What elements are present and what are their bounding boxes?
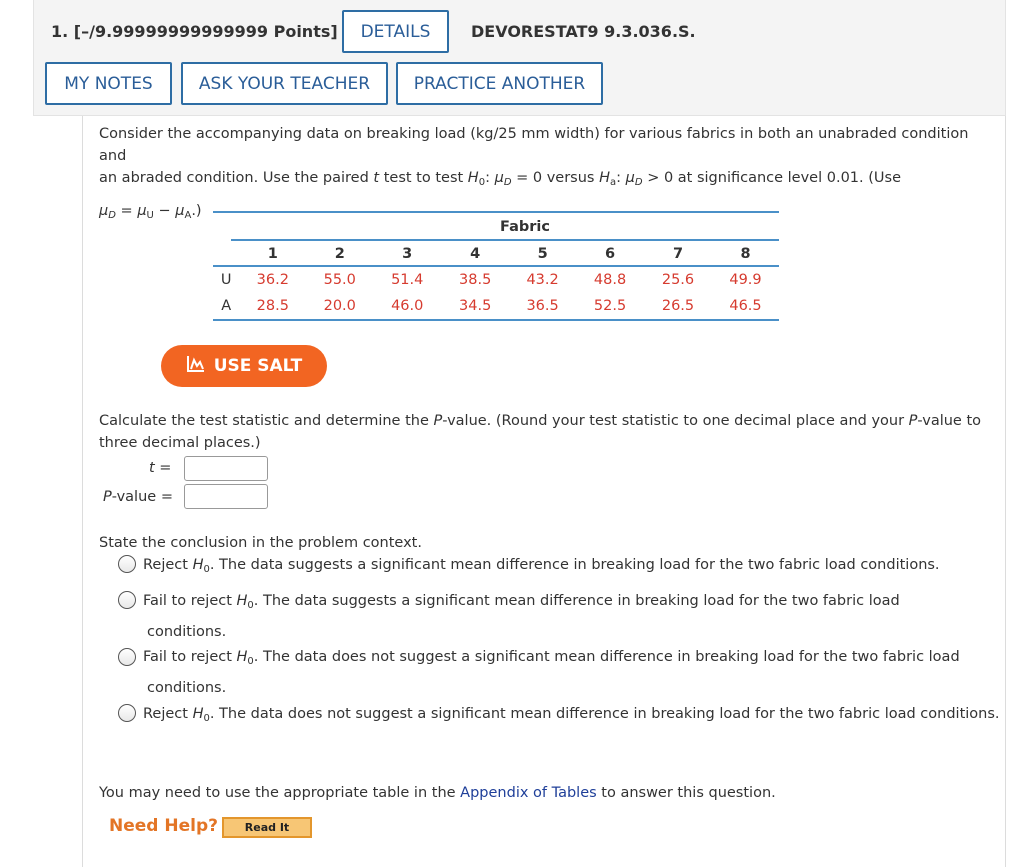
conclusion-option-3-radio[interactable]	[118, 648, 136, 666]
problem-code: DEVORESTAT9 9.3.036.S.	[471, 22, 696, 41]
intro-line-1: Consider the accompanying data on breaking load (kg/25 mm width) for various fabrics in both an unabraded condition and	[99, 126, 969, 164]
salt-chart-icon	[186, 355, 206, 378]
col-header-3: 3	[402, 245, 413, 262]
conclusion-option-4-text: Reject $H_0$. The data does not suggest a significant mean difference in breaking load for the two fabric load conditions.	[143, 706, 1000, 724]
intro-line-2: an abraded condition. Use the paired t test to test $H_0$: $\mu_D = 0$ versus $H_a$: $\mu_D > 0$ at significance level 0.01. (Use	[99, 170, 901, 188]
table-cell: 38.5	[459, 272, 492, 288]
table-cell: 52.5	[593, 298, 627, 314]
t-statistic-input[interactable]	[184, 456, 268, 481]
p-value-input[interactable]	[184, 484, 268, 509]
conclusion-option-3-text: Fail to reject $H_0$. The data does not suggest a significant mean difference in breaking load for the two fabric load conditions.	[143, 649, 960, 696]
appendix-note: You may need to use the appropriate table in the Appendix of Tables to answer this question.	[99, 785, 776, 801]
question-points: [–/9.99999999999999 Points]	[73, 22, 338, 41]
t-label: t =	[149, 460, 172, 476]
table-cell: 28.5	[256, 298, 289, 314]
read-it-button[interactable]: Read It	[222, 817, 312, 838]
table-cell: 25.6	[661, 272, 695, 288]
table-cell: 55.0	[323, 272, 356, 288]
practice-another-button[interactable]: PRACTICE ANOTHER	[396, 62, 603, 105]
need-help-label: Need Help?	[109, 816, 218, 836]
fabric-data-table	[213, 211, 779, 321]
table-cell: 36.5	[526, 298, 559, 314]
table-group-header: Fabric	[500, 219, 550, 235]
col-header-1: 1	[267, 245, 278, 262]
question-number	[51, 22, 338, 41]
mu-definition: $\mu_D = \mu_U - \mu_A$.)	[99, 203, 202, 221]
table-cell: 46.0	[391, 298, 424, 314]
conclusion-option-1-radio[interactable]	[118, 555, 136, 573]
table-cell: 20.0	[323, 298, 356, 314]
conclusion-option-2-text: Fail to reject $H_0$. The data suggests a significant mean difference in breaking load for the two fabric load conditions.	[143, 593, 900, 640]
use-salt-label: USE SALT	[213, 356, 303, 376]
question-number-text: 1.	[51, 22, 69, 41]
question-header	[33, 0, 1006, 116]
col-header-6: 6	[605, 245, 616, 262]
calc-instructions: Calculate the test statistic and determine the P-value. (Round your test statistic to one decimal place and your P-value to three decimal places.)	[99, 413, 982, 451]
conclusion-option-2-radio[interactable]	[118, 591, 136, 609]
use-salt-button[interactable]	[161, 345, 327, 387]
conclusion-option-1-text: Reject $H_0$. The data suggests a significant mean difference in breaking load for the two fabric load conditions.	[143, 557, 940, 575]
p-value-label: P-value =	[103, 489, 173, 505]
conclusion-prompt: State the conclusion in the problem context.	[99, 535, 422, 551]
conclusion-option-4-radio[interactable]	[118, 704, 136, 722]
col-header-5: 5	[537, 245, 548, 262]
table-cell: 34.5	[459, 298, 492, 314]
table-cell: 36.2	[256, 272, 289, 288]
table-row-a	[213, 293, 779, 319]
table-row-u	[213, 267, 779, 293]
table-cell: 51.4	[391, 272, 424, 288]
details-button[interactable]: DETAILS	[342, 10, 449, 53]
question-body	[82, 116, 1006, 867]
col-header-4: 4	[470, 245, 481, 262]
row-label-a: A	[221, 298, 232, 314]
row-label-u: U	[220, 272, 232, 288]
col-header-7: 7	[672, 245, 684, 262]
col-header-2: 2	[334, 245, 345, 262]
col-header-8: 8	[740, 245, 751, 262]
table-cell: 48.8	[593, 272, 627, 288]
my-notes-button[interactable]: MY NOTES	[45, 62, 172, 105]
ask-your-teacher-button[interactable]: ASK YOUR TEACHER	[181, 62, 388, 105]
table-cell: 43.2	[526, 272, 559, 288]
appendix-of-tables-link[interactable]: Appendix of Tables	[460, 785, 597, 801]
table-cell: 46.5	[729, 298, 762, 314]
table-cell: 26.5	[661, 298, 695, 314]
table-cell: 49.9	[729, 272, 762, 288]
